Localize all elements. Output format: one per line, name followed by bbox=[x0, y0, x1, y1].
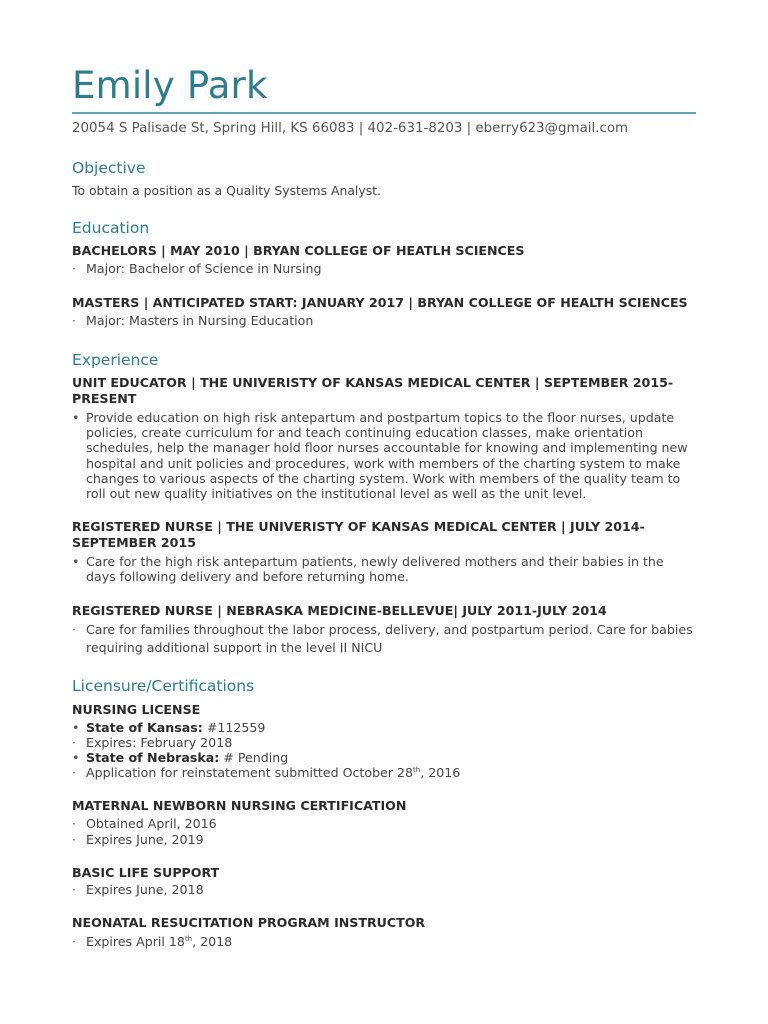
experience-bullet bbox=[72, 410, 692, 501]
license-heading: NURSING LICENSE bbox=[72, 702, 201, 717]
bullet-dot-icon: · bbox=[72, 735, 77, 750]
reinstatement-year: , 2016 bbox=[420, 765, 461, 780]
license-item bbox=[72, 720, 696, 735]
certification-expires: Expires June, 2019 bbox=[86, 832, 204, 847]
reinstatement-text: Application for reinstatement submitted October 28 bbox=[86, 765, 414, 780]
license-expiry: Expires: February 2018 bbox=[86, 735, 233, 750]
experience-entry-heading: REGISTERED NURSE | NEBRASKA MEDICINE-BELLEVUE| JULY 2011-JULY 2014 bbox=[72, 603, 607, 618]
experience-bullet-text: Care for families throughout the labor process, delivery, and postpartum period. Care for babies requiring additional support in the level II NICU bbox=[86, 622, 693, 655]
certification-heading: NEONATAL RESUCITATION PROGRAM INSTRUCTOR bbox=[72, 915, 426, 930]
objective-title: Objective bbox=[72, 159, 146, 177]
experience-bullet-text: Care for the high risk antepartum patients, newly delivered mothers and their babies in the days following delivery and before returning home. bbox=[86, 554, 664, 585]
license-state-label: State of Kansas: bbox=[86, 720, 203, 735]
experience-entry-heading: UNIT EDUCATOR | THE UNIVERISTY OF KANSAS MEDICAL CENTER | SEPTEMBER 2015-PRESENT bbox=[72, 375, 674, 406]
certification-expires: Expires April 18 bbox=[86, 934, 185, 949]
experience-bullet-text: Provide education on high risk antepartum and postpartum topics to the floor nurses, update policies, create curriculum for and teach continuing education classes, make orientation schedules, help the manager hold floor nurses accountable for knowing and implementing new hospital and unit policies and procedures, work with members of the charting system to make changes to various aspects of the charting system. Work with members of the quality team to roll out new quality initiatives on the institutional level as well as the unit level. bbox=[86, 410, 688, 502]
certification-item bbox=[72, 882, 696, 897]
education-bullet-text: Major: Masters in Nursing Education bbox=[86, 313, 314, 328]
certification-item bbox=[72, 934, 696, 949]
license-number: #112559 bbox=[202, 720, 266, 735]
license-state-label: State of Nebraska: bbox=[86, 750, 220, 765]
bullet-dot-icon: · bbox=[72, 934, 77, 949]
certification-expires-year: , 2018 bbox=[192, 934, 233, 949]
bullet-disc-icon: • bbox=[72, 410, 80, 425]
experience-entry-heading: REGISTERED NURSE | THE UNIVERISTY OF KANSAS MEDICAL CENTER | JULY 2014-SEPTEMBER 2015 bbox=[72, 519, 645, 550]
license-item bbox=[72, 765, 696, 780]
bullet-dot-icon: · bbox=[72, 882, 77, 897]
license-item bbox=[72, 750, 696, 765]
bullet-dot-icon: · bbox=[72, 622, 77, 637]
education-bullet bbox=[72, 313, 696, 328]
objective-text: To obtain a position as a Quality Systems Analyst. bbox=[72, 183, 381, 198]
contact-line: 20054 S Palisade St, Spring Hill, KS 66083 | 402-631-8203 | eberry623@gmail.com bbox=[72, 121, 629, 136]
header-divider bbox=[72, 112, 696, 114]
education-entry-heading: MASTERS | ANTICIPATED START: JANUARY 2017 | BRYAN COLLEGE OF HEALTH SCIENCES bbox=[72, 295, 688, 310]
bullet-dot-icon: · bbox=[72, 261, 77, 276]
bullet-disc-icon: • bbox=[72, 750, 80, 765]
experience-title: Experience bbox=[72, 351, 159, 369]
education-title: Education bbox=[72, 219, 150, 237]
license-number: # Pending bbox=[219, 750, 289, 765]
education-bullet bbox=[72, 261, 696, 276]
bullet-disc-icon: • bbox=[72, 554, 80, 569]
resume-name: Emily Park bbox=[72, 64, 268, 107]
license-item bbox=[72, 735, 696, 750]
certification-heading: MATERNAL NEWBORN NURSING CERTIFICATION bbox=[72, 798, 407, 813]
education-entry-heading: BACHELORS | MAY 2010 | BRYAN COLLEGE OF HEATLH SCIENCES bbox=[72, 243, 525, 258]
ordinal-suffix: th bbox=[413, 766, 421, 774]
certification-item bbox=[72, 832, 696, 847]
bullet-dot-icon: · bbox=[72, 816, 77, 831]
bullet-dot-icon: · bbox=[72, 832, 77, 847]
certification-item bbox=[72, 816, 696, 831]
bullet-dot-icon: · bbox=[72, 313, 77, 328]
education-bullet-text: Major: Bachelor of Science in Nursing bbox=[86, 261, 322, 276]
experience-bullet bbox=[72, 554, 696, 584]
experience-bullet bbox=[72, 621, 696, 657]
bullet-dot-icon: · bbox=[72, 765, 77, 780]
bullet-disc-icon: • bbox=[72, 720, 80, 735]
ordinal-suffix: th bbox=[184, 935, 193, 943]
licensure-title: Licensure/Certifications bbox=[72, 677, 255, 695]
certification-heading: BASIC LIFE SUPPORT bbox=[72, 865, 220, 880]
certification-expires: Expires June, 2018 bbox=[86, 882, 204, 897]
certification-obtained: Obtained April, 2016 bbox=[86, 816, 217, 831]
